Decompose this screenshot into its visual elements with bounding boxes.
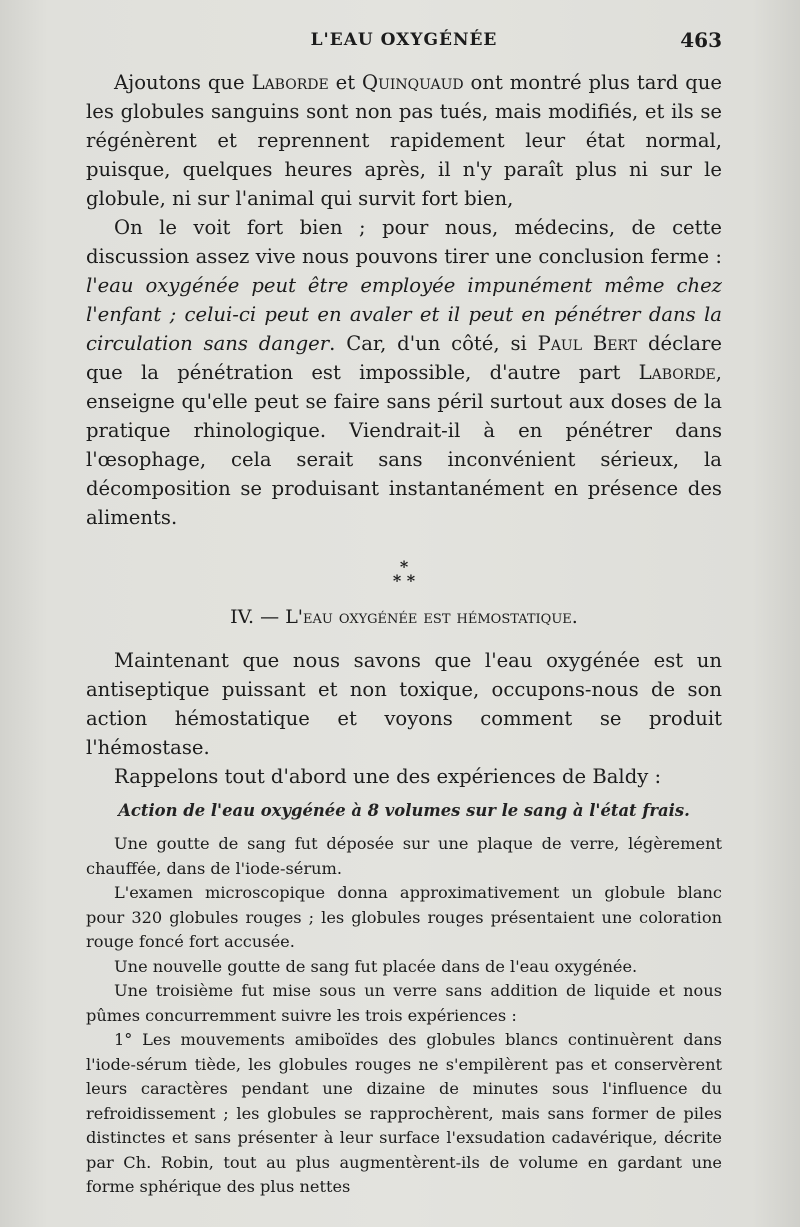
author-name-laborde: Laborde [251, 71, 329, 94]
asterism-bottom: * * [392, 571, 416, 590]
page-body [86, 68, 722, 1200]
experiment-paragraph-5: 1° Les mouvements amiboïdes des globules blancs continuèrent dans l'iode-sérum tiède, les globules rouges ne s'empilèrent pas et conservèrent leurs caractères pendant une dizaine de minutes sous l'influence du refroidissement ; les globules se rapprochèrent, mais sans former de piles distinctes et sans présenter à leur surface l'exsudation cadavérique, décrite par Ch. Robin, tout au plus augmentèrent-ils de volume en gardant une forme sphérique des plus nettes [86, 1030, 722, 1196]
text-run: On le voit fort bien ; pour nous, médecins, de cette discussion assez vive nous pouvons tirer une conclusion ferme : [86, 216, 722, 268]
text-run: Ajoutons que [114, 71, 252, 94]
asterism-divider [86, 557, 722, 590]
paragraph-hemostatic-intro: Maintenant que nous savons que l'eau oxygénée est un antiseptique puissant et non toxique, occupons-nous de son action hémostatique et voyons comment se produit l'hémostase. [86, 649, 722, 759]
running-head [86, 30, 722, 56]
experiment-paragraph-4: Une troisième fut mise sous un verre sans addition de liquide et nous pûmes concurremment suivre les trois expériences : [86, 981, 722, 1025]
section-dash: — [254, 606, 286, 628]
text-run: . Car, d'un côté, si [329, 332, 538, 355]
section-heading [86, 606, 722, 628]
experiment-paragraph-1: Une goutte de sang fut déposée sur une plaque de verre, légèrement chauffée, dans de l'iode-sérum. [86, 834, 722, 878]
italic-conclusion: l'eau oxygénée peut être employée impunément même chez l'enfant ; celui-ci peut en avaler et il peut en pénétrer dans la circulation sans danger [86, 274, 722, 355]
text-run: ont montré plus tard que les globules sanguins sont non pas tués, mais modifiés, et ils se régénèrent et reprennent rapidement leur état normal, puisque, quelques heures après, il n'y paraît plus ni sur le globule, ni sur l'animal qui survit fort bien, [86, 71, 722, 210]
section-title: L'eau oxygénée est hémostatique. [285, 606, 578, 628]
running-title: L'EAU OXYGÉNÉE [310, 30, 498, 50]
text-run: déclare que la pénétration est impossible, d'autre part [86, 332, 722, 384]
asterism-top: * [399, 557, 409, 576]
author-name-paul-bert: Paul Bert [537, 332, 638, 355]
paragraph-laborde-quinquaud [86, 68, 722, 213]
text-run: , enseigne qu'elle peut se faire sans péril surtout aux doses de la pratique rhinologique. Viendrait-il à en pénétrer dans l'œsophage, cela serait sans inconvénient sérieux, la décomposition se produisant instantanément en présence des aliments. [86, 361, 722, 529]
paragraph-baldy: Rappelons tout d'abord une des expériences de Baldy : [114, 765, 662, 788]
paragraph-conclusion [86, 213, 722, 532]
experiment-paragraph-3: Une nouvelle goutte de sang fut placée dans de l'eau oxygénée. [114, 956, 638, 976]
experiment-paragraph-2: L'examen microscopique donna approximativement un globule blanc pour 320 globules rouges ; les globules rouges présentaient une coloration rouge foncé fort accusée. [86, 883, 722, 951]
experiment-title: Action de l'eau oxygénée à 8 volumes sur le sang à l'état frais. [118, 801, 690, 820]
author-name-laborde: Laborde [638, 361, 716, 384]
author-name-quinquaud: Quinquaud [362, 71, 464, 94]
section-number: IV. [230, 606, 255, 628]
text-run: et [328, 71, 362, 94]
page-number: 463 [680, 28, 722, 52]
